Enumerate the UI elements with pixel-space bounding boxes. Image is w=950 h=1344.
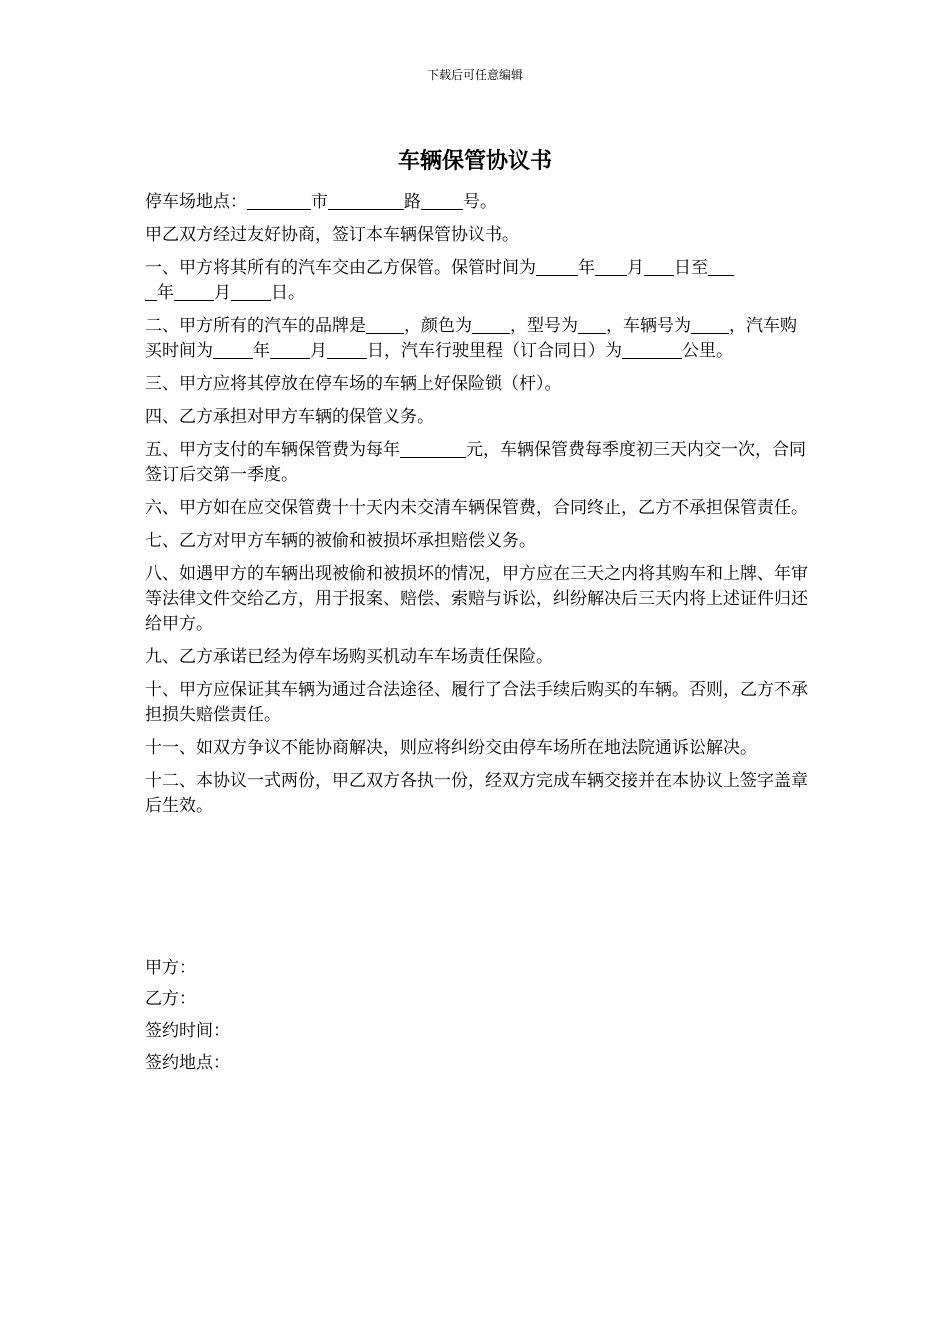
- party-a-label: 甲方：: [145, 958, 196, 978]
- clause-1-text: 一、甲方将其所有的汽车交由乙方保管。保管时间为: [145, 258, 536, 278]
- location-label: 停车场地点：: [145, 192, 247, 212]
- road-text: 路: [404, 192, 421, 212]
- clause-1-month-2: 月: [214, 283, 231, 303]
- clause-2-km: 公里。: [682, 341, 733, 361]
- end-day-blank: [231, 282, 271, 301]
- clause-10: 十、甲方应保证其车辆为通过合法途径、履行了合法手续后购买的车辆。否则，乙方不承担损失赔偿责任。: [145, 680, 808, 725]
- clause-2: [145, 314, 810, 364]
- clause-1-year-2: 年: [157, 283, 174, 303]
- clause-2-year: 年: [253, 341, 270, 361]
- start-year-blank: [536, 257, 578, 276]
- clause-8: 八、如遇甲方的车辆出现被偷和被损坏的情况，甲方应在三天之内将其购车和上牌、年审等法律文件交给乙方，用于报案、赔偿、索赔与诉讼，纠纷解决后三天内将上述证件归还给甲方。: [145, 564, 808, 634]
- clause-3: 三、甲方应将其停放在停车场的车辆上好保险锁（杆）。: [145, 374, 562, 394]
- clause-2-text: 二、甲方所有的汽车的品牌是: [145, 316, 366, 336]
- sign-place-label: 签约地点：: [145, 1053, 230, 1073]
- fee-blank: [400, 439, 466, 458]
- clause-6: 六、甲方如在应交保管费十十天内未交清车辆保管费，合同终止，乙方不承担保管责任。: [145, 498, 808, 518]
- location-line: [145, 190, 810, 215]
- start-month-blank: [595, 257, 627, 276]
- clause-2-purchase: ，汽车购买时间为: [145, 316, 797, 361]
- clause-5-rest: 元，车辆保管费每季度初三天内交一次，合同签订后交第一季度。: [145, 440, 806, 485]
- clause-1: [145, 256, 810, 306]
- intro-paragraph: 甲乙双方经过友好协商，签订本车辆保管协议书。: [145, 225, 519, 245]
- document-body: [145, 190, 810, 827]
- purchase-month-blank: [270, 340, 310, 359]
- sign-time-label: 签约时间：: [145, 1021, 230, 1041]
- end-month-blank: [174, 282, 214, 301]
- clause-9: 九、乙方承诺已经为停车场购买机动车车场责任保险。: [145, 647, 553, 667]
- color-blank: [472, 315, 510, 334]
- clause-2-plate: ，车辆号为: [606, 316, 691, 336]
- clause-1-day-to: 日至: [674, 258, 708, 278]
- clause-1-month: 月: [627, 258, 644, 278]
- mileage-blank: [622, 340, 682, 359]
- party-b-label: 乙方：: [145, 989, 196, 1009]
- clause-11: 十一、如双方争议不能协商解决，则应将纠纷交由停车场所在地法院通诉讼解决。: [145, 738, 757, 758]
- end-year-blank-a: [708, 257, 734, 276]
- clause-12: 十二、本协议一式两份，甲乙双方各执一份，经双方完成车辆交接并在本协议上签字盖章后生效。: [145, 771, 808, 816]
- clause-4: 四、乙方承担对甲方车辆的保管义务。: [145, 407, 434, 427]
- clause-1-day-2: 日。: [271, 283, 305, 303]
- clause-2-month: 月: [310, 341, 327, 361]
- clause-2-color: ，颜色为: [404, 316, 472, 336]
- brand-blank: [366, 315, 404, 334]
- number-blank: [421, 191, 463, 210]
- plate-blank: [691, 315, 729, 334]
- clause-1-year: 年: [578, 258, 595, 278]
- clause-5-text: 五、甲方支付的车辆保管费为每年: [145, 440, 400, 460]
- city-blank: [247, 191, 311, 210]
- clause-5: [145, 438, 810, 488]
- document-title: 车辆保管协议书: [397, 148, 552, 174]
- city-text: 市: [311, 192, 328, 212]
- road-blank: [328, 191, 404, 210]
- purchase-year-blank: [213, 340, 253, 359]
- number-text: 号。: [463, 192, 497, 212]
- clause-2-mileage: 日，汽车行驶里程（订合同日）为: [367, 341, 622, 361]
- clause-7: 七、乙方对甲方车辆的被偷和被损坏承担赔偿义务。: [145, 531, 536, 551]
- purchase-day-blank: [327, 340, 367, 359]
- end-year-blank-b: [145, 282, 157, 301]
- model-blank: [578, 315, 606, 334]
- clause-2-model: ，型号为: [510, 316, 578, 336]
- start-day-blank: [644, 257, 674, 276]
- header-note: 下载后可任意编辑: [426, 68, 523, 82]
